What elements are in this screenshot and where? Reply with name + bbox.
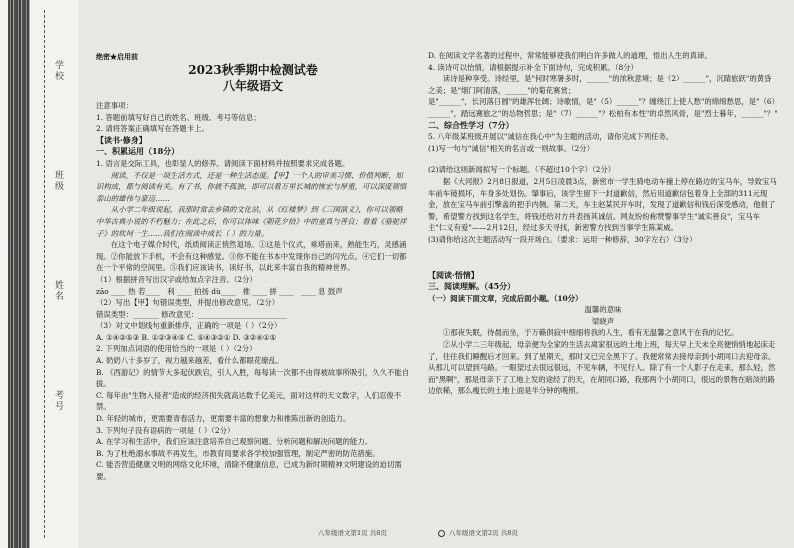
page-footer-left: 八年级语文第1页 共8页: [318, 529, 387, 537]
option: B. 为了杜绝溺水事故不再发生，市教育局要求各学校加强管理，制定严密的防范措施。: [96, 448, 380, 458]
answer-space: [428, 154, 778, 164]
binding-margin: [0, 0, 78, 548]
passage-paragraph: 从小学二年级说起，我那时常去乡镇的文化站，从《红楼梦》到《三国演义》，你可以领略中华古典小说的不朽魅力；在此之后，你可以体味《朝花夕拾》中的童真与善良；看着《骆驼祥子》的坎坷一生……我们在阅读中成长（ ）的力量。: [96, 205, 407, 238]
seal-line: [44, 10, 45, 538]
right-column: [428, 50, 778, 397]
poem-fill: 是"______"，长河落日圆"的雄浑壮阔；诗歌情，是"（5）______"？缠绕江上使人愁"的绵绵愁思，是"（6）______"，踏远赛旅之"的怂物哲思；是"（7）______"？松柏有本性"的卓然风骨，是"烈士暮年，______"？": [428, 97, 778, 118]
page-footer-text: 八年级语文第2页 共8页: [449, 529, 518, 537]
poem-fill: 读诗是种享受。诗经里，是"何时寒暑多时，______"的浓秋意境；是（2）______"，沉睛旅跃"的黄昏之美；是"烟门阿清落，______"的菊花赛赏；: [428, 74, 772, 95]
option: D. 在阅读文学名著的过程中，常常能够使我们明白许多做人的道理，悟出人生的真谛。: [428, 51, 712, 60]
question-3: 3. 下列句子没有语病的一项是（ ）（2分）: [96, 425, 235, 435]
news-paragraph: 据《大河报》2月8日报道，2月5日凌晨3点，新密市一学生骑电动车撞上停在路边的宝马车，导致宝马车前车镜损坏，车身多处划伤。肇事后，该学生留下一封道歉信，然后用道歉信包着身上全部的311元现金，放在宝马车前引擎盖的把手内侧。第二天，车主赵某民开车时，发现了道歉信和钱后深受感动，他报了警，希望警方找到这名学生，将钱还给对方并表扬其诚信。网友纷纷称赞警事学生"诚实善良"，宝马车主"仁义有爱"——2月12日，经过多天寻找，新密警方找到当事学生陈某威。: [428, 176, 777, 233]
pinyin-row: [96, 286, 410, 298]
section-heading: 一、积累运用（18分）: [96, 146, 180, 157]
note-item: 2. 请将答案正确填写在答题卡上。: [96, 124, 209, 134]
answer-space: [428, 246, 778, 270]
option: A. 在学习和生活中，我们应该注意培养自己观察问题、分析问题和解决问题的能力。: [96, 437, 373, 447]
question-5-2: (2)请给这则新闻拟写一个标题。（不超过10个字）（2分）: [428, 165, 616, 175]
answer-line: 错误类型：_______ 修改意见：________________________: [96, 309, 287, 319]
exam-title: 2023秋季期中检测试卷: [188, 63, 318, 77]
option: D. 年轻的城市，更需要青春活力，更需要丰富的想象力和推陈出新的创造力。: [96, 414, 351, 424]
question-5-3: (3)请你给这次主题活动写一段开场白。（要求：运用一种修辞，30字左右）（3分）: [428, 234, 697, 244]
question-4: 4. 读诗可以怡情，请根据提示补全下面诗句，完成积累。（8分）: [428, 62, 638, 72]
left-column: [96, 40, 410, 483]
subsection-heading: （一）阅读下面文章，完成后面小题。（10分）: [428, 293, 583, 303]
question-1-1: （1）根据拼音写出汉字或给加点字注音。（2分）: [96, 274, 257, 284]
page-footer-right: [438, 528, 518, 537]
option: A. 奶奶八十多岁了，视力越来越差，看什么都眼花缭乱。: [96, 356, 284, 366]
question-1: 1. 语言是交际工具，也彰显人的修养。请阅读下面材料并按照要求完成各题。: [96, 158, 350, 168]
pinyin-word: ____ 息 鼓声: [301, 286, 343, 296]
pinyin-word: 利 ____ 拍扬 dù____: [167, 286, 236, 296]
exam-subtitle: 八年级语文: [222, 79, 283, 93]
section-heading: 三、阅读理解。（45分）: [428, 281, 516, 292]
secret-label: 绝密★启用前: [96, 52, 138, 61]
question-1-3: （3）对文中划线句重新排序，正确的一项是（ ）（2分）: [96, 321, 282, 331]
passage-paragraph: 阅读，不仅是一项生活方式，还是一种生活态度。【甲】一个人的审美习惯、价值判断、知识构成，都与阅读有关。有了书，你就不孤独，即可以看万里长城的恢宏与厚重，可以深度领悟泰山的雄伟与豪迈……: [96, 170, 407, 203]
pinyin-word: zāo ____ 热 若____: [96, 286, 161, 296]
part-heading: 【阅读·悟情】: [428, 269, 479, 280]
question-5-1: (1)写一句与"诚信"相关的名言或一则故事。（2分）: [428, 143, 595, 153]
circle-marker-icon: [438, 530, 445, 537]
binding-label: 班级: [53, 170, 63, 192]
section-heading: 二、综合性学习（7分）: [428, 119, 514, 130]
part-heading: 【读书·修身】: [96, 134, 147, 145]
passage-paragraph: 在这个电子媒介时代，纸质阅读正悄然退场。①这是个仪式，乘塔而来，熟能生巧，灵感涌现。②你能放下手机，不会有这种感觉。③你不能在书本中发现你自己的闪光点。④它们一切都在一个平常的空间里。⑤我们应该读书，读好书，以此来丰富自我的精神世界。: [96, 240, 407, 273]
notes-heading: 注意事项：: [96, 101, 133, 110]
binding-label: 考号: [53, 390, 63, 412]
option: C. 能否营造健康文明的网络文化环境，清除不健康信息，已成为新时期精神文明建设的迫切需要。: [96, 460, 402, 481]
question-1-2: （2）写出【甲】句错误类型，并提出修改意见。（2分）: [96, 298, 280, 308]
option: B. 《西游记》的情节大多起伏跌宕，引人入胜，每每读一次都不由得被故事所吸引，久久不能自拔。: [96, 367, 410, 389]
options-row: A. ①④②⑤③ B. ①②③④⑤ C. ⑤④③②① D. ③②④①⑤: [96, 332, 277, 342]
question-5: 5. 八年级某班级开展以"诚信在我心中"为主题的活动，请你完成下列任务。: [428, 132, 674, 142]
binding-label: 学校: [53, 60, 63, 82]
barcode-strip: [8, 0, 30, 548]
note-item: 1. 答题前填写好自己的姓名、班级、考号等信息；: [96, 112, 261, 122]
article-author: 梁晓声: [591, 316, 615, 326]
pinyin-word: 推 ____ 拼 ____: [242, 286, 294, 296]
question-2: 2. 下列加点词语的使用恰当的一项是（ ）（2分）: [96, 344, 257, 354]
article-title: 温馨的意味: [584, 305, 622, 315]
option: C. 每年由"生物入侵者"造成的经济损失就高达数千亿美元，面对这样的天文数字，人们忍俊不禁。: [96, 390, 402, 412]
article-paragraph: ②从小学二三年级起，母亲便为全家的生活去离家很远的土地上班，每天早上天未全亮便悄悄地起床走了，往往我们睡醒后才回来。到了星期天，那时又已完全黑下了。我便常常去接母亲到小胡同口去迎母亲。从那儿可以望到马路。一眼望过去很远很远，不见车辆，不见行人。除了有一个人影子在走来，那么轻，然而"黑啊"，那是母亲下了工地上发的途经了的天，在胡同口路，我那两个小胡同口，很远的景物在暗淡的路边依稀，那么瘦长的土地上面是半分钟的晚照。: [428, 340, 776, 396]
binding-label: 姓名: [53, 280, 63, 302]
article-paragraph: ①那夜失眠，待晨而坐，于万籁俱寂中细细将我的人生，看有无温馨之意风干在我的记忆。: [442, 328, 739, 338]
